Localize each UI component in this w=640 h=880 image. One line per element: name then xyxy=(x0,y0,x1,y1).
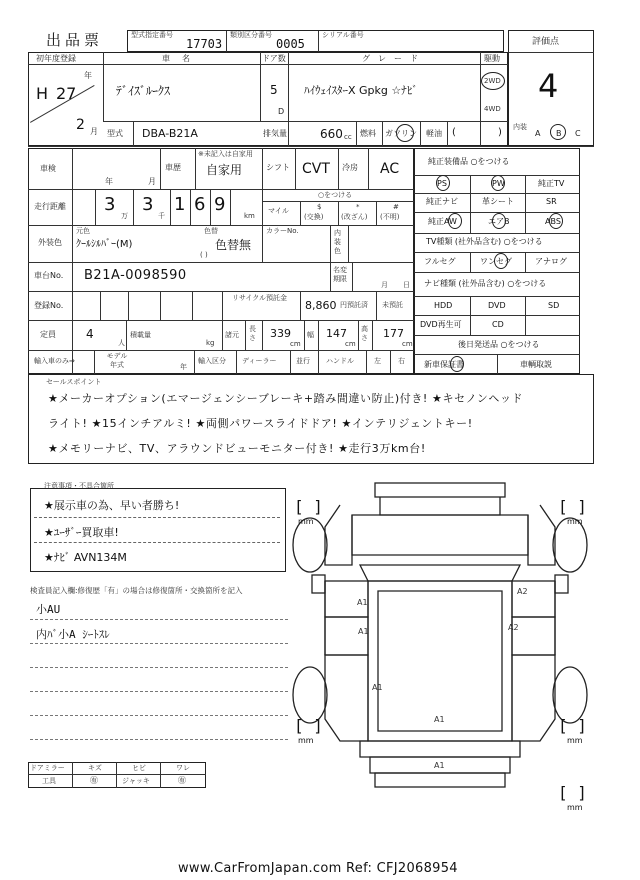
mileage-digit-4: 6 xyxy=(194,194,206,215)
length-unit: cm xyxy=(290,340,301,348)
month-value: 2 xyxy=(76,117,85,133)
displacement-value: 660 xyxy=(320,127,343,141)
opt-genuine-aw-circle xyxy=(448,213,462,229)
tire-rl-bracket: [ ] xyxy=(294,716,323,735)
score-label: 評価点 xyxy=(532,37,560,47)
mark-rear-window: A1 xyxy=(434,715,445,724)
mileage-digit-5: 9 xyxy=(214,194,226,215)
tire-fr-bracket: [ ] xyxy=(558,497,587,516)
mark-left-quarter: A1 xyxy=(372,683,383,692)
eq-jack-label: ジャッキ xyxy=(122,777,150,785)
color-code-label: 色替 xyxy=(204,227,218,235)
drive-2wd-circle xyxy=(481,72,505,90)
tire-rl-unit: mm xyxy=(298,736,314,745)
interior-a: A xyxy=(535,129,541,138)
name-change-month: 月 xyxy=(381,281,388,289)
left-mirror xyxy=(312,575,325,593)
interior-c: C xyxy=(575,129,581,138)
name-change-day: 日 xyxy=(403,281,410,289)
ac-value: AC xyxy=(380,161,400,177)
genuine-equip-label: 純正装備品 ○をつける xyxy=(428,157,510,166)
eq-header-break: ワレ xyxy=(176,764,190,772)
interior-label: 内装 xyxy=(513,123,527,131)
navi-dvd: DVD xyxy=(488,301,506,310)
model-label: 型式 xyxy=(107,129,123,138)
later-warranty: 新車保証書 xyxy=(424,360,464,369)
fuel-gasoline-circle xyxy=(396,124,414,142)
tire-spare-bracket: [ ] xyxy=(558,783,587,802)
usage-value: 自家用 xyxy=(206,163,243,177)
recycle-value: 8,860 xyxy=(305,299,337,312)
category-label: 類別区分番号 xyxy=(230,31,272,39)
fuel-diesel: 軽油 xyxy=(426,129,442,138)
shift-label: シフト xyxy=(266,163,290,172)
import-class-label: 輸入区分 xyxy=(198,357,226,365)
capacity-label: 定員 xyxy=(40,330,56,339)
serial-label: シリアル番号 xyxy=(322,31,364,39)
rear-right-wheel xyxy=(553,667,587,723)
mileage-km: km xyxy=(244,212,255,220)
grade-label: グレード xyxy=(362,54,426,63)
front-bumper xyxy=(375,483,505,497)
right-rear-quarter xyxy=(512,655,555,741)
opt-abs: ABS xyxy=(545,217,561,226)
inspection-month-unit: 月 xyxy=(148,177,156,186)
right-front-fender xyxy=(528,505,555,565)
load-unit: kg xyxy=(206,339,215,347)
import-label: 輸入車のみ⇒ xyxy=(34,357,75,365)
door-sub: D xyxy=(278,107,285,116)
year-unit: 年 xyxy=(84,71,92,80)
later-manual: 車輌取説 xyxy=(520,360,552,369)
drive-label: 駆動 xyxy=(484,54,500,63)
opt-pw-circle xyxy=(491,175,505,191)
month-unit: 月 xyxy=(90,127,98,136)
mileage-mark-exchange: $ xyxy=(317,203,322,211)
tire-fl-bracket: [ ] xyxy=(294,497,323,516)
inspection-year-unit: 年 xyxy=(105,177,113,186)
rear-left-wheel xyxy=(293,667,327,723)
reg-label: 登録No. xyxy=(34,301,64,310)
shift-value: CVT xyxy=(302,161,330,177)
mileage-opt-unknown: 不明 xyxy=(382,213,397,221)
eq-header-scratch: キズ xyxy=(88,764,102,772)
left-rear-door xyxy=(325,617,368,655)
roof-inner xyxy=(378,591,502,731)
car-name-value: ﾃﾞｲｽﾞﾙｰｸｽ xyxy=(116,84,171,98)
model-year-label: モデル年式 xyxy=(106,352,128,369)
height-value: 177 xyxy=(383,327,404,340)
ac-label: 冷房 xyxy=(342,163,358,172)
category-value: 0005 xyxy=(276,37,305,51)
door-label: ドア数 xyxy=(262,54,286,63)
rear-bumper xyxy=(375,773,505,787)
fuel-label: 燃料 xyxy=(360,129,376,138)
height-label: 高さ xyxy=(361,325,368,342)
year-value: 27 xyxy=(56,84,77,103)
tv-fullseg: フルセグ xyxy=(424,257,456,266)
navi-dvd-play: DVD再生可 xyxy=(420,320,462,329)
width-label: 幅 xyxy=(307,331,314,339)
sales-label: セールスポイント xyxy=(46,378,102,386)
color-value: ｸｰﾙｼﾙﾊﾞｰ(M) xyxy=(76,239,133,250)
width-value: 147 xyxy=(326,327,347,340)
capacity-unit: 人 xyxy=(118,339,125,347)
eq-tools-mark: ㊒ xyxy=(90,776,98,785)
dealer-option: ディーラー xyxy=(242,357,277,365)
opt-abs-circle xyxy=(549,213,563,229)
mark-right-front-door: A2 xyxy=(517,587,528,596)
opt-leather-seat: 革シート xyxy=(482,197,514,206)
model-value: DBA-B21A xyxy=(142,127,198,140)
later-docs-label: 後日発送品 ○をつける xyxy=(458,340,540,349)
color-paren: ( ) xyxy=(200,251,208,259)
mileage-mark-tamper: * xyxy=(356,203,360,211)
color-original-label: 元色 xyxy=(76,227,90,235)
navi-sd: SD xyxy=(548,301,560,310)
mark-right-rear-door: A2 xyxy=(508,623,519,632)
handle-left: 左 xyxy=(374,357,381,365)
height-unit: cm xyxy=(402,340,413,348)
header-id-box xyxy=(127,30,504,52)
mileage-mark-unknown: # xyxy=(393,203,399,211)
later-warranty-circle xyxy=(450,356,464,372)
name-change-label: 名変期限 xyxy=(333,266,347,283)
tire-fl-unit: mm xyxy=(298,517,314,526)
tire-rr-unit: mm xyxy=(567,736,583,745)
mileage-digit-1: 3 xyxy=(104,194,116,215)
mark-left-rear-door: A1 xyxy=(358,627,369,636)
first-reg-label: 初年度登録 xyxy=(36,54,76,63)
recycle-unpaid: 未預託 xyxy=(382,301,403,309)
opt-genuine-navi: 純正ナビ xyxy=(426,197,458,206)
handle-label: ハンドル xyxy=(326,357,354,365)
trim-label: 内装色 xyxy=(334,229,341,255)
inspection-label: 車検 xyxy=(40,164,56,173)
notes-line-3: ★ﾅﾋﾞ AVN134M xyxy=(44,551,127,564)
right-mirror xyxy=(555,575,568,593)
mark-rear-bumper: A1 xyxy=(434,761,445,770)
inspector-line-2: 内ﾊﾞ小A ｼｰﾄｽﾚ xyxy=(36,628,110,641)
displacement-label: 排気量 xyxy=(263,129,287,138)
inspector-label: 検査員記入欄:修復歴「有」の場合は修復箇所・交換箇所を記入 xyxy=(30,586,243,595)
displacement-unit: cc xyxy=(344,133,352,141)
eq-tools-label: 工具 xyxy=(42,777,56,785)
width-unit: cm xyxy=(345,340,356,348)
opt-airbag-circle xyxy=(492,213,506,229)
parallel-option: 並行 xyxy=(296,357,310,365)
usage-label: 車歴 xyxy=(165,163,181,172)
mileage-opt-tamper: 改ざん xyxy=(343,213,365,221)
inspector-line-1: 小AU xyxy=(36,603,61,616)
footer-reference: www.CarFromJapan.com Ref: CFJ2068954 xyxy=(178,861,458,876)
tv-type-label: TV種類 (社外品含む) ○をつける xyxy=(426,237,543,246)
opt-ps-circle xyxy=(436,175,450,191)
navi-cd: CD xyxy=(492,320,504,329)
usage-note: ※未記入は自家用 xyxy=(198,150,253,158)
navi-hdd: HDD xyxy=(434,301,453,310)
era-value: H xyxy=(36,84,49,103)
mileage-digit-3: 1 xyxy=(174,194,186,215)
score-value: 4 xyxy=(538,67,559,105)
drive-2wd: 2WD xyxy=(484,77,501,85)
mileage-opt-mile: マイル xyxy=(268,207,289,215)
car-damage-diagram xyxy=(280,475,600,805)
eq-header-crack: ヒビ xyxy=(132,764,146,772)
navi-type-label: ナビ種類 (社外品含む) ○をつける xyxy=(424,279,547,288)
tire-fr-unit: mm xyxy=(567,517,583,526)
mileage-circle-note: ○をつける xyxy=(318,191,353,199)
opt-genuine-aw: 純正AW xyxy=(428,217,457,226)
mark-left-front-door: A1 xyxy=(357,598,368,607)
notes-line-2: ★ﾕｰｻﾞｰ買取車! xyxy=(44,526,119,539)
recycle-label: リサイクル預託金 xyxy=(232,294,288,302)
model-designation-label: 型式指定番号 xyxy=(131,31,173,39)
chassis-value: B21A-0098590 xyxy=(84,268,187,283)
tv-analog: アナログ xyxy=(535,257,567,266)
left-rear-quarter xyxy=(325,655,368,741)
interior-b-circle xyxy=(550,124,566,140)
opt-airbag: エアB xyxy=(488,217,510,226)
grade-value: ﾊｲｳｪｲｽﾀｰX Gpkg ☆ﾅﾋﾞ xyxy=(304,84,418,97)
sales-line-3: ★メモリーナビ、TV、アラウンドビューモニター付き! ★走行3万km台! xyxy=(48,442,426,455)
dims-label: 諸元 xyxy=(225,331,239,339)
rear-window xyxy=(360,741,520,757)
car-name-label: 車名 xyxy=(162,54,202,63)
color-change: 色替無 xyxy=(215,238,252,252)
notes-label: 注意事項・不具合箇所 xyxy=(44,482,114,490)
opt-ps: PS xyxy=(437,179,447,188)
sheet-title: 出品票 xyxy=(46,31,104,49)
tv-oneseg: ワンセグ xyxy=(480,257,512,266)
windshield xyxy=(360,565,520,581)
interior-b: B xyxy=(556,129,562,138)
mileage-digit-2: 3 xyxy=(142,194,154,215)
front-left-wheel xyxy=(293,518,327,572)
color-label: 外装色 xyxy=(38,238,62,247)
hood xyxy=(352,515,528,555)
color-no-label: カラーNo. xyxy=(266,227,299,235)
handle-right: 右 xyxy=(398,357,405,365)
left-front-fender xyxy=(325,505,352,565)
tire-rr-bracket: [ ] xyxy=(558,716,587,735)
drive-4wd: 4WD xyxy=(484,105,501,113)
eq-header-mirror: ドアミラー xyxy=(30,764,65,772)
mileage-label: 走行距離 xyxy=(34,202,66,211)
eq-jack-mark: ㊒ xyxy=(178,776,186,785)
fuel-gasoline: ガソリン xyxy=(385,129,417,138)
capacity-value: 4 xyxy=(86,327,94,341)
model-designation-value: 17703 xyxy=(186,37,223,51)
door-value: 5 xyxy=(270,83,278,97)
hood-top xyxy=(380,497,500,515)
tv-oneseg-circle xyxy=(494,253,508,269)
length-value: 339 xyxy=(270,327,291,340)
chassis-label: 車台No. xyxy=(34,271,64,280)
front-right-wheel xyxy=(553,518,587,572)
mileage-unit-sen: 千 xyxy=(158,212,165,220)
sales-line-1: ★メーカーオプション(エマージェンシーブレーキ+踏み間違い防止)付き! ★キセノンヘッド xyxy=(48,392,524,405)
opt-pw: PW xyxy=(492,179,505,188)
recycle-unit: 円預託済 xyxy=(340,301,368,309)
mileage-unit-man: 万 xyxy=(121,212,128,220)
sales-line-2: ライト! ★15インチアルミ! ★両側パワースライドドア! ★インテリジェントキー! xyxy=(48,417,473,430)
model-year-unit: 年 xyxy=(180,363,187,371)
notes-line-1: ★展示車の為、早い者勝ち! xyxy=(44,499,180,512)
tire-spare-unit: mm xyxy=(567,803,583,812)
opt-genuine-tv: 純正TV xyxy=(538,179,565,188)
mileage-opt-exchange: 交換 xyxy=(306,213,321,221)
opt-sr: SR xyxy=(546,197,557,206)
length-label: 長さ xyxy=(249,325,256,342)
load-label: 積載量 xyxy=(130,331,151,339)
